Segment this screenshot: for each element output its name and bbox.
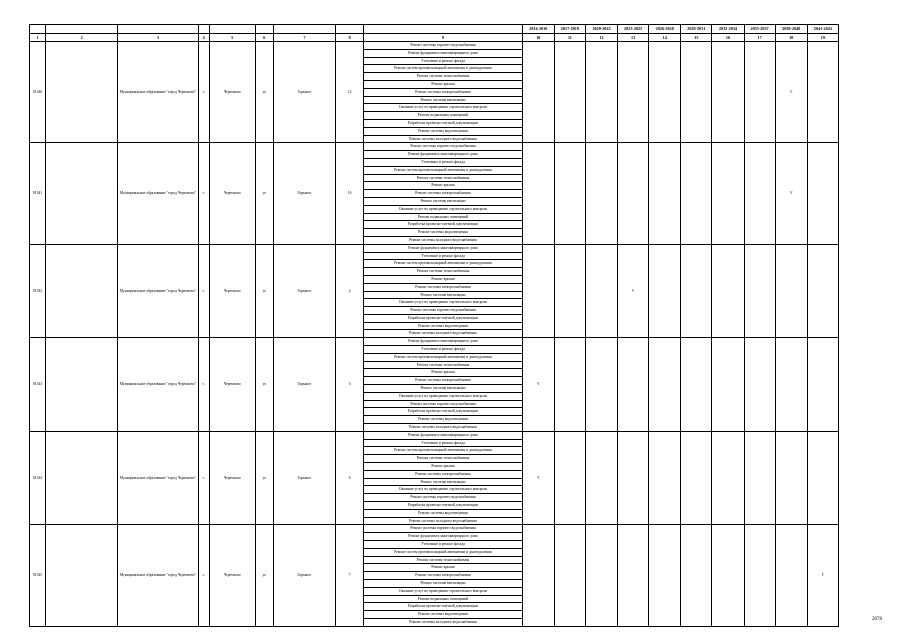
- period-cell: [712, 244, 744, 338]
- period-mark-cell: V: [775, 143, 807, 244]
- period-cell: [775, 525, 807, 626]
- work-type-cell: Оказание услуг по проведению строительного контроля: [364, 205, 523, 213]
- work-type-cell: Оказание услуг по проведению строительного контроля: [364, 392, 523, 400]
- settlement-cell: Черемхово: [209, 143, 255, 244]
- column-number-cell: 10: [522, 34, 554, 42]
- column-number-cell: 6: [255, 34, 273, 42]
- period-cell: [712, 143, 744, 244]
- work-type-cell: Ремонт систем противопожарной автоматики и дымоудаления: [364, 260, 523, 268]
- work-type-cell: Разработка проектно-сметной документации: [364, 603, 523, 611]
- work-type-cell: Ремонт системы холодного водоснабжения: [364, 135, 523, 143]
- period-cell: [618, 42, 649, 143]
- work-type-cell: Ремонт системы вентиляции: [364, 96, 523, 104]
- work-type-cell: Ремонт системы вентиляции: [364, 579, 523, 587]
- work-type-cell: Ремонт подвальных помещений: [364, 112, 523, 120]
- period-cell: [807, 338, 838, 432]
- record-row: [30, 431, 839, 439]
- page-number: 2078: [872, 617, 882, 622]
- street-cell: Горького: [273, 431, 335, 525]
- work-type-cell: Ремонт системы водоотведения: [364, 229, 523, 237]
- header-empty-cell: [209, 25, 255, 34]
- period-cell: [807, 431, 838, 525]
- period-cell: [712, 338, 744, 432]
- period-cell: [712, 525, 744, 626]
- work-type-cell: Ремонт крыши: [364, 369, 523, 377]
- settlement-type-cell: г.: [198, 42, 209, 143]
- work-type-cell: Ремонт подвальных помещений: [364, 213, 523, 221]
- work-type-cell: Ремонт системы водоотведения: [364, 611, 523, 619]
- house-number-cell: 7: [336, 525, 364, 626]
- street-type-cell: ул: [255, 42, 273, 143]
- period-cell: [522, 42, 554, 143]
- record-row: [30, 42, 839, 50]
- empty-cell: [46, 338, 118, 432]
- work-type-cell: Ремонт системы холодного водоснабжения: [364, 236, 523, 244]
- work-type-cell: Ремонт фундамента многоквартирного дома: [364, 338, 523, 346]
- work-type-cell: Ремонт крыши: [364, 564, 523, 572]
- record-row: [30, 143, 839, 151]
- work-type-cell: Ремонт системы горячего водоснабжения: [364, 307, 523, 315]
- work-type-cell: Ремонт системы горячего водоснабжения: [364, 42, 523, 50]
- period-cell: [744, 42, 775, 143]
- work-type-cell: Ремонт крыши: [364, 463, 523, 471]
- period-cell: [775, 338, 807, 432]
- settlement-type-cell: г.: [198, 525, 209, 626]
- capital-repair-schedule-table: [29, 24, 839, 627]
- period-header-cell: 2035-2037: [744, 25, 775, 34]
- header-empty-cell: [336, 25, 364, 34]
- column-number-cell: 5: [209, 34, 255, 42]
- work-type-cell: Ремонт систем противопожарной автоматики и дымоудаления: [364, 166, 523, 174]
- period-mark-cell: V: [807, 525, 838, 626]
- work-type-cell: Ремонт системы теплоснабжения: [364, 361, 523, 369]
- settlement-type-cell: г.: [198, 244, 209, 338]
- period-cell: [585, 431, 617, 525]
- work-type-cell: Утепление и ремонт фасада: [364, 158, 523, 166]
- work-type-cell: Разработка проектно-сметной документации: [364, 119, 523, 127]
- work-type-cell: Ремонт системы теплоснабжения: [364, 556, 523, 564]
- settlement-type-cell: г.: [198, 431, 209, 525]
- period-cell: [554, 244, 585, 338]
- period-cell: [618, 338, 649, 432]
- work-type-cell: Ремонт подвальных помещений: [364, 595, 523, 603]
- municipality-cell: Муниципальное образование "город Черемхово": [118, 143, 198, 244]
- period-cell: [649, 525, 681, 626]
- work-type-cell: Ремонт системы электроснабжения: [364, 572, 523, 580]
- period-cell: [744, 338, 775, 432]
- work-type-cell: Ремонт системы электроснабжения: [364, 377, 523, 385]
- municipality-cell: Муниципальное образование "город Черемхово": [118, 525, 198, 626]
- period-cell: [649, 42, 681, 143]
- period-cell: [522, 143, 554, 244]
- work-type-cell: Ремонт системы электроснабжения: [364, 283, 523, 291]
- column-number-cell: 15: [681, 34, 712, 42]
- period-cell: [618, 143, 649, 244]
- period-cell: [807, 244, 838, 338]
- work-type-cell: Утепление и ремонт фасада: [364, 439, 523, 447]
- column-number-cell: 11: [554, 34, 585, 42]
- street-cell: Горького: [273, 244, 335, 338]
- header-empty-cell: [118, 25, 198, 34]
- period-header-cell: 2026-2028: [649, 25, 681, 34]
- work-type-cell: Ремонт системы электроснабжения: [364, 190, 523, 198]
- work-type-cell: Ремонт системы холодного водоснабжения: [364, 424, 523, 432]
- period-cell: [649, 244, 681, 338]
- work-type-cell: Ремонт системы горячего водоснабжения: [364, 494, 523, 502]
- column-number-cell: 19: [807, 34, 838, 42]
- column-number-cell: 12: [585, 34, 617, 42]
- work-type-cell: Ремонт фундамента многоквартирного дома: [364, 431, 523, 439]
- period-cell: [744, 244, 775, 338]
- period-header-cell: 2023-2025: [618, 25, 649, 34]
- work-type-cell: Утепление и ремонт фасада: [364, 252, 523, 260]
- period-cell: [807, 42, 838, 143]
- settlement-cell: Черемхово: [209, 525, 255, 626]
- work-type-cell: Ремонт системы электроснабжения: [364, 470, 523, 478]
- column-number-row: [30, 34, 839, 42]
- header-empty-cell: [364, 25, 523, 34]
- work-type-cell: Ремонт фундамента многоквартирного дома: [364, 49, 523, 57]
- header-empty-cell: [198, 25, 209, 34]
- street-type-cell: ул: [255, 431, 273, 525]
- work-type-cell: Ремонт системы теплоснабжения: [364, 268, 523, 276]
- period-cell: [649, 431, 681, 525]
- column-number-cell: 4: [198, 34, 209, 42]
- period-cell: [681, 338, 712, 432]
- work-type-cell: Разработка проектно-сметной документации: [364, 408, 523, 416]
- street-type-cell: ул: [255, 244, 273, 338]
- work-type-cell: Ремонт системы теплоснабжения: [364, 73, 523, 81]
- period-cell: [585, 143, 617, 244]
- street-cell: Горького: [273, 338, 335, 432]
- work-type-cell: Ремонт систем противопожарной автоматики и дымоудаления: [364, 65, 523, 73]
- period-cell: [554, 525, 585, 626]
- column-number-cell: 8: [336, 34, 364, 42]
- column-number-cell: 13: [618, 34, 649, 42]
- period-cell: [775, 431, 807, 525]
- empty-cell: [46, 431, 118, 525]
- municipality-cell: Муниципальное образование "город Черемхово": [118, 42, 198, 143]
- street-type-cell: ул: [255, 338, 273, 432]
- settlement-cell: Черемхово: [209, 338, 255, 432]
- period-cell: [554, 42, 585, 143]
- column-number-cell: 2: [46, 34, 118, 42]
- work-type-cell: Утепление и ремонт фасада: [364, 541, 523, 549]
- work-type-cell: Ремонт системы электроснабжения: [364, 88, 523, 96]
- work-type-cell: Ремонт системы вентиляции: [364, 478, 523, 486]
- period-header-cell: 2029-2031: [681, 25, 712, 34]
- empty-cell: [46, 525, 118, 626]
- period-header-row: [30, 25, 839, 34]
- record-id-cell: 81342: [30, 244, 46, 338]
- period-cell: [744, 431, 775, 525]
- record-row: [30, 525, 839, 533]
- work-type-cell: Ремонт системы холодного водоснабжения: [364, 517, 523, 525]
- record-id-cell: 81344: [30, 431, 46, 525]
- work-type-cell: Ремонт системы вентиляции: [364, 197, 523, 205]
- column-number-cell: 3: [118, 34, 198, 42]
- work-type-cell: Ремонт системы водоотведения: [364, 127, 523, 135]
- period-cell: [554, 143, 585, 244]
- period-mark-cell: V: [618, 244, 649, 338]
- settlement-cell: Черемхово: [209, 244, 255, 338]
- work-type-cell: Ремонт фундамента многоквартирного дома: [364, 244, 523, 252]
- work-type-cell: Ремонт системы водоотведения: [364, 416, 523, 424]
- settlement-type-cell: г.: [198, 143, 209, 244]
- work-type-cell: Оказание услуг по проведению строительного контроля: [364, 587, 523, 595]
- house-number-cell: 16: [336, 143, 364, 244]
- work-type-cell: Ремонт систем противопожарной автоматики и дымоудаления: [364, 353, 523, 361]
- street-type-cell: ул: [255, 525, 273, 626]
- municipality-cell: Муниципальное образование "город Черемхово": [118, 338, 198, 432]
- record-id-cell: 81345: [30, 525, 46, 626]
- house-number-cell: 3: [336, 338, 364, 432]
- work-type-cell: Утепление и ремонт фасада: [364, 57, 523, 65]
- work-type-cell: Ремонт систем противопожарной автоматики и дымоудаления: [364, 548, 523, 556]
- period-cell: [681, 525, 712, 626]
- period-cell: [522, 244, 554, 338]
- period-cell: [681, 244, 712, 338]
- period-cell: [712, 42, 744, 143]
- period-cell: [681, 431, 712, 525]
- period-cell: [585, 42, 617, 143]
- period-cell: [681, 143, 712, 244]
- work-type-cell: Ремонт фундамента многоквартирного дома: [364, 533, 523, 541]
- work-type-cell: Ремонт системы горячего водоснабжения: [364, 143, 523, 151]
- period-cell: [681, 42, 712, 143]
- period-header-cell: 2038-2040: [775, 25, 807, 34]
- record-row: [30, 244, 839, 252]
- period-cell: [744, 525, 775, 626]
- period-mark-cell: V: [522, 431, 554, 525]
- work-type-cell: Ремонт системы холодного водоснабжения: [364, 618, 523, 626]
- work-type-cell: Ремонт крыши: [364, 80, 523, 88]
- street-cell: Горького: [273, 42, 335, 143]
- work-type-cell: Ремонт системы горячего водоснабжения: [364, 525, 523, 533]
- house-number-cell: 6: [336, 431, 364, 525]
- column-number-cell: 18: [775, 34, 807, 42]
- period-cell: [807, 143, 838, 244]
- work-type-cell: Ремонт фундамента многоквартирного дома: [364, 151, 523, 159]
- table-body: [30, 25, 839, 627]
- settlement-type-cell: г.: [198, 338, 209, 432]
- column-number-cell: 17: [744, 34, 775, 42]
- column-number-cell: 7: [273, 34, 335, 42]
- period-cell: [585, 244, 617, 338]
- street-type-cell: ул: [255, 143, 273, 244]
- street-cell: Горького: [273, 525, 335, 626]
- work-type-cell: Ремонт системы вентиляции: [364, 291, 523, 299]
- period-cell: [585, 525, 617, 626]
- house-number-cell: 14: [336, 42, 364, 143]
- street-cell: Горького: [273, 143, 335, 244]
- work-type-cell: Ремонт системы горячего водоснабжения: [364, 400, 523, 408]
- work-type-cell: Ремонт системы водоотведения: [364, 322, 523, 330]
- period-cell: [554, 431, 585, 525]
- period-cell: [649, 338, 681, 432]
- record-id-cell: 81341: [30, 143, 46, 244]
- work-type-cell: Разработка проектно-сметной документации: [364, 221, 523, 229]
- period-cell: [744, 143, 775, 244]
- header-empty-cell: [30, 25, 46, 34]
- period-cell: [775, 244, 807, 338]
- work-type-cell: Ремонт крыши: [364, 182, 523, 190]
- work-type-cell: Ремонт системы водоотведения: [364, 509, 523, 517]
- municipality-cell: Муниципальное образование "город Черемхово": [118, 431, 198, 525]
- settlement-cell: Черемхово: [209, 431, 255, 525]
- house-number-cell: 2: [336, 244, 364, 338]
- period-header-cell: 2041-2043: [807, 25, 838, 34]
- period-cell: [712, 431, 744, 525]
- work-type-cell: Разработка проектно-сметной документации: [364, 314, 523, 322]
- header-empty-cell: [273, 25, 335, 34]
- period-header-cell: 2032-2034: [712, 25, 744, 34]
- period-cell: [618, 525, 649, 626]
- record-id-cell: 81343: [30, 338, 46, 432]
- period-mark-cell: V: [522, 338, 554, 432]
- period-header-cell: 2014-2016: [522, 25, 554, 34]
- work-type-cell: Ремонт крыши: [364, 275, 523, 283]
- column-number-cell: 16: [712, 34, 744, 42]
- column-number-cell: 14: [649, 34, 681, 42]
- header-empty-cell: [255, 25, 273, 34]
- work-type-cell: Оказание услуг по проведению строительного контроля: [364, 486, 523, 494]
- column-number-cell: 9: [364, 34, 523, 42]
- work-type-cell: Ремонт системы вентиляции: [364, 385, 523, 393]
- municipality-cell: Муниципальное образование "город Черемхово": [118, 244, 198, 338]
- period-cell: [522, 525, 554, 626]
- empty-cell: [46, 42, 118, 143]
- period-header-cell: 2020-2022: [585, 25, 617, 34]
- period-cell: [618, 431, 649, 525]
- empty-cell: [46, 244, 118, 338]
- settlement-cell: Черемхово: [209, 42, 255, 143]
- work-type-cell: Разработка проектно-сметной документации: [364, 502, 523, 510]
- work-type-cell: Ремонт системы холодного водоснабжения: [364, 330, 523, 338]
- work-type-cell: Утепление и ремонт фасада: [364, 346, 523, 354]
- period-cell: [585, 338, 617, 432]
- work-type-cell: Ремонт систем противопожарной автоматики и дымоудаления: [364, 447, 523, 455]
- column-number-cell: 1: [30, 34, 46, 42]
- work-type-cell: Оказание услуг по проведению строительного контроля: [364, 299, 523, 307]
- record-id-cell: 81340: [30, 42, 46, 143]
- empty-cell: [46, 143, 118, 244]
- period-mark-cell: V: [775, 42, 807, 143]
- header-empty-cell: [46, 25, 118, 34]
- work-type-cell: Ремонт системы теплоснабжения: [364, 174, 523, 182]
- period-cell: [554, 338, 585, 432]
- record-row: [30, 338, 839, 346]
- period-header-cell: 2017-2019: [554, 25, 585, 34]
- work-type-cell: Ремонт системы теплоснабжения: [364, 455, 523, 463]
- period-cell: [649, 143, 681, 244]
- work-type-cell: Оказание услуг по проведению строительного контроля: [364, 104, 523, 112]
